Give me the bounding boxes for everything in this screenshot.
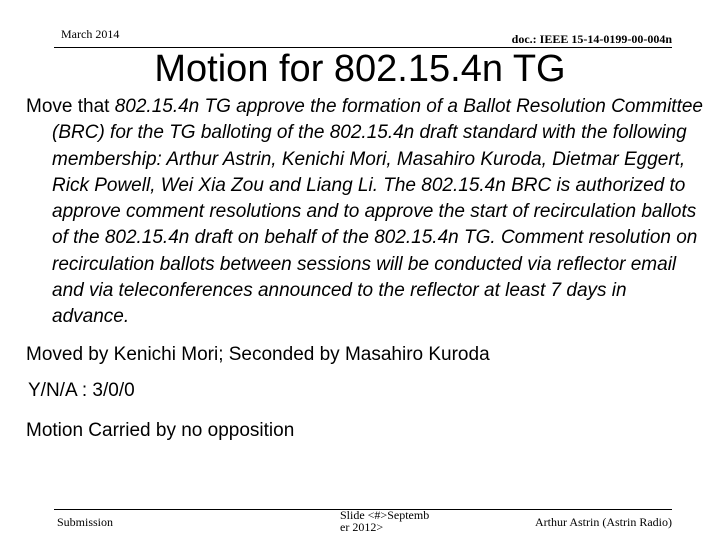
motion-paragraph — [26, 94, 706, 331]
header-document-id: doc.: IEEE 15-14-0199-00-004n — [511, 32, 672, 46]
slide-title: Motion for 802.15.4n TG — [154, 48, 566, 90]
footer-slide-number-line2: er 2012> — [340, 520, 384, 534]
footer-submission: Submission — [57, 515, 114, 529]
motion-lead: Move that — [26, 96, 115, 117]
header-date: March 2014 — [61, 27, 120, 41]
footer-slide-number-line1: Slide <#>Septemb — [340, 508, 430, 522]
motion-text: 802.15.4n TG approve the formation of a Ballot Resolution Committee (BRC) for the TG balloting of the 802.15.4n draft standard with the following membership: Arthur Astrin, Kenichi Mori, Masahiro Kuroda, Dietmar Eggert, Rick Powell, Wei Xia Zou and Liang Li. The 802.15.4n BRC is authorized to approve comment resolutions and to approve the start of recirculation ballots of the 802.15.4n draft on behalf of the 802.15.4n TG. Comment resolution on recirculation ballots between sessions will be conducted via reflector email and via teleconferences announced to the reflector at least 7 days in advance. — [52, 96, 703, 328]
footer-slide-number — [340, 509, 429, 533]
vote-result: Y/N/A : 3/0/0 — [28, 379, 135, 401]
slide-body — [26, 94, 706, 444]
moved-by-line: Moved by Kenichi Mori; Seconded by Masahiro Kuroda — [26, 343, 490, 365]
motion-result: Motion Carried by no opposition — [26, 419, 295, 441]
footer-author: Arthur Astrin (Astrin Radio) — [535, 515, 672, 529]
